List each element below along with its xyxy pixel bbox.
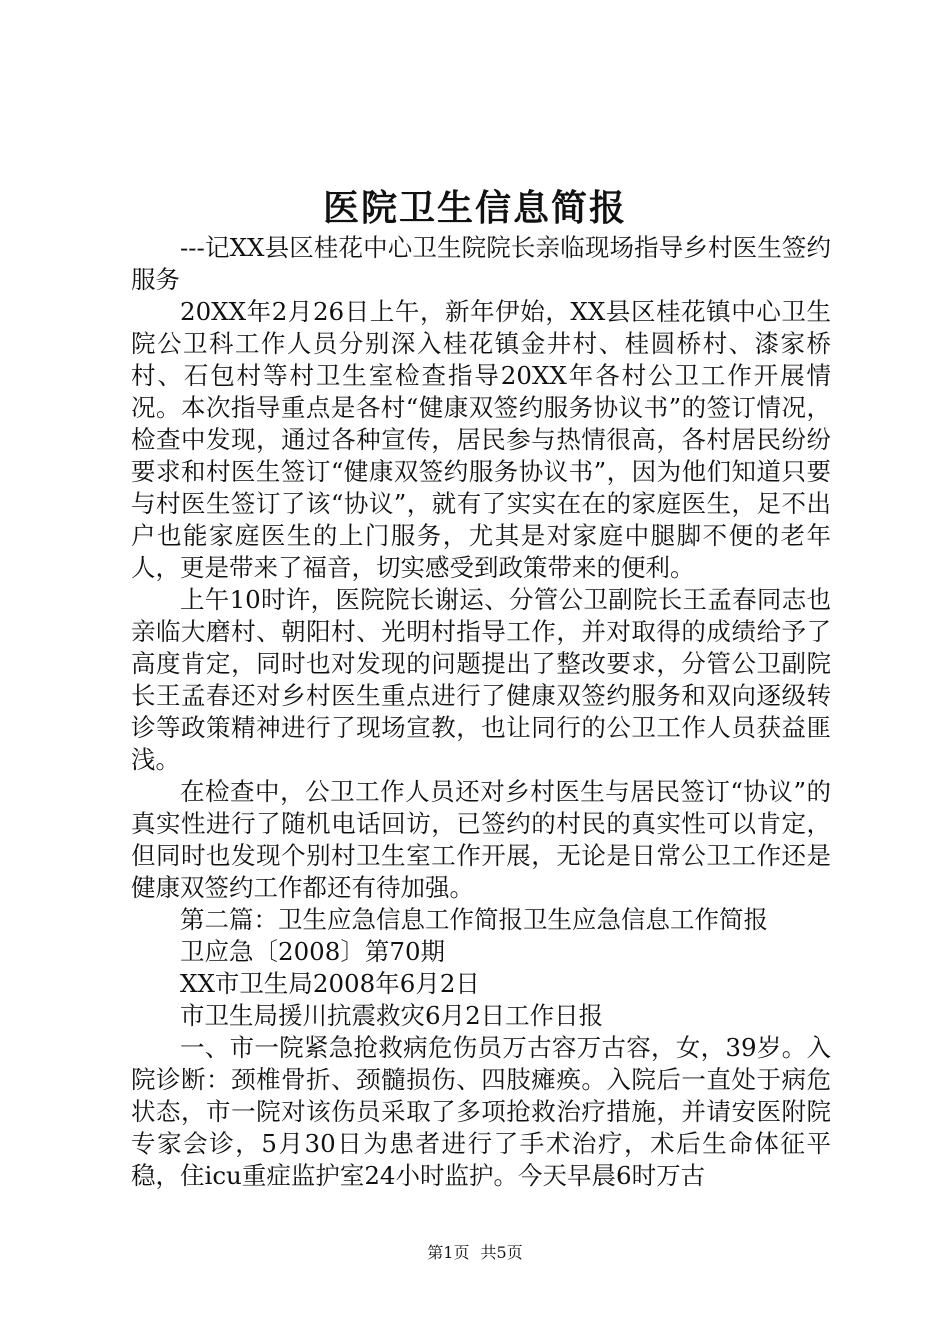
- page-footer: [0, 1240, 950, 1263]
- body-paragraph: 在检查中，公卫工作人员还对乡村医生与居民签订“协议”的真实性进行了随机电话回访，已签约的村民的真实性可以肯定，但同时也发现个别村卫生室工作开展，无论是日常公卫工作还是健康双签约工作都还有待加强。: [131, 777, 831, 902]
- page-number: 第1页: [427, 1243, 470, 1262]
- issuer-date: XX市卫生局2008年6月2日: [180, 969, 480, 998]
- page-total: 共5页: [480, 1243, 523, 1262]
- report-title: 市卫生局援川抗震救灾6月2日工作日报: [180, 1001, 604, 1030]
- body-paragraph: 一、市一院紧急抢救病危伤员万古容万古容，女，39岁。入院诊断：颈椎骨折、颈髓损伤、四肢瘫痪。入院后一直处于病危状态，市一院对该伤员采取了多项抢救治疗措施，并请安医附院专家会诊，5月30日为患者进行了手术治疗，术后生命体征平稳，住icu重症监护室24小时监护。今天早晨6时万古: [131, 1033, 831, 1190]
- subtitle-paragraph: ---记XX县区桂花中心卫生院院长亲临现场指导乡村医生签约服务: [131, 233, 831, 294]
- body-paragraph: 20XX年2月26日上午，新年伊始，XX县区桂花镇中心卫生院公卫科工作人员分别深入桂花镇金井村、桂圆桥村、漆家桥村、石包村等村卫生室检查指导20XX年各村公卫工作开展情况。本次指导重点是各村“健康双签约服务协议书”的签订情况，检查中发现，通过各种宣传，居民参与热情很高，各村居民纷纷要求和村医生签订“健康双签约服务协议书”，因为他们知道只要与村医生签订了该“协议”，就有了实实在在的家庭医生，足不出户也能家庭医生的上门服务，尤其是对家庭中腿脚不便的老年人，更是带来了福音，切实感受到政策带来的便利。: [131, 297, 831, 582]
- document-title: 医院卫生信息简报: [322, 187, 627, 229]
- document-body: [131, 232, 831, 1192]
- section-heading: 第二篇：卫生应急信息工作简报卫生应急信息工作简报: [180, 905, 768, 934]
- body-paragraph: 上午10时许，医院院长谢运、分管公卫副院长王孟春同志也亲临大磨村、朝阳村、光明村指导工作，并对取得的成绩给予了高度肯定，同时也对发现的问题提出了整改要求，分管公卫副院长王孟春还对乡村医生重点进行了健康双签约服务和双向逐级转诊等政策精神进行了现场宣教，也让同行的公卫工作人员获益匪浅。: [131, 585, 831, 774]
- issue-number: 卫应急〔2008〕第70期: [180, 937, 446, 966]
